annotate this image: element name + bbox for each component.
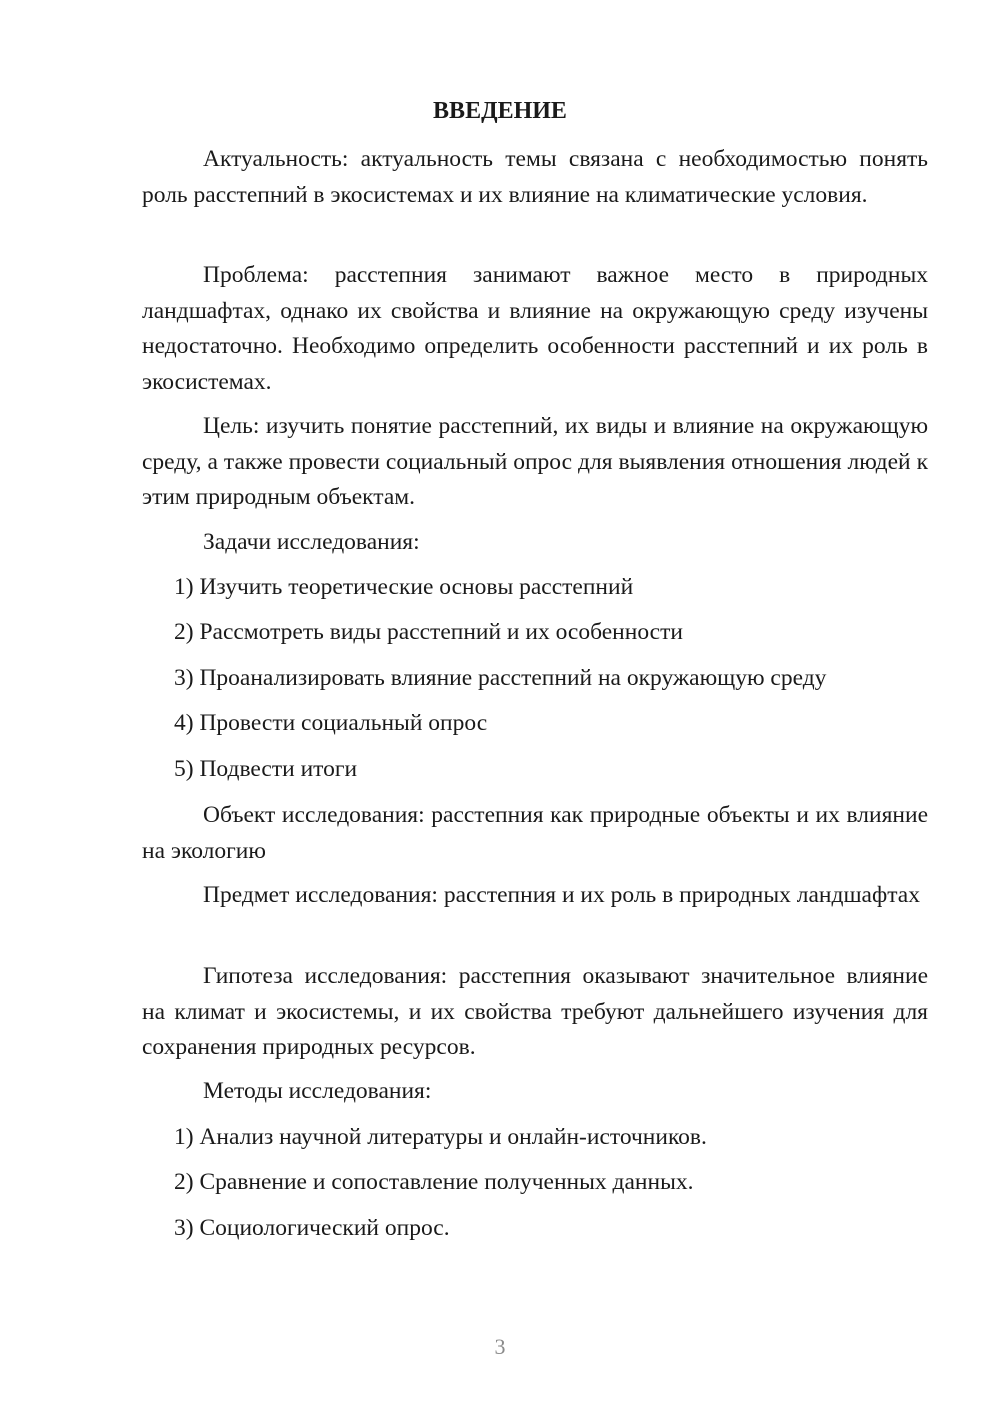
task-item-3: 3) Проанализировать влияние расстепний на окружающую среду	[174, 665, 827, 691]
tasks-title: Задачи исследования:	[203, 529, 420, 555]
method-item-1: 1) Анализ научной литературы и онлайн-источников.	[174, 1124, 707, 1150]
hypothesis-paragraph: Гипотеза исследования: расстепния оказывают значительное влияние на климат и экосистемы, и их свойства требуют дальнейшего изучения для сохранения природных ресурсов.	[142, 963, 928, 1060]
relevance-paragraph: Актуальность: актуальность темы связана с необходимостью понять роль расстепний в экосистемах и их влияние на климатические условия.	[142, 146, 928, 208]
document-heading: ВВЕДЕНИЕ	[433, 98, 567, 124]
object-paragraph: Объект исследования: расстепния как природные объекты и их влияние на экологию	[142, 802, 928, 864]
methods-title: Методы исследования:	[203, 1078, 432, 1104]
task-item-5: 5) Подвести итоги	[174, 756, 358, 782]
subject-paragraph: Предмет исследования: расстепния и их роль в природных ландшафтах	[203, 882, 920, 908]
task-item-4: 4) Провести социальный опрос	[174, 710, 488, 736]
task-item-2: 2) Рассмотреть виды расстепний и их особенности	[174, 619, 683, 645]
goal-paragraph: Цель: изучить понятие расстепний, их виды и влияние на окружающую среду, а также провести социальный опрос для выявления отношения людей к этим природным объектам.	[142, 413, 928, 510]
page-number: 3	[494, 1334, 506, 1359]
method-item-3: 3) Социологический опрос.	[174, 1215, 450, 1241]
task-item-1: 1) Изучить теоретические основы расстепний	[174, 574, 634, 600]
method-item-2: 2) Сравнение и сопоставление полученных данных.	[174, 1169, 694, 1195]
problem-paragraph: Проблема: расстепния занимают важное место в природных ландшафтах, однако их свойства и влияние на окружающую среду изучены недостаточно. Необходимо определить особенности расстепний и их роль в экосистемах.	[142, 262, 928, 395]
